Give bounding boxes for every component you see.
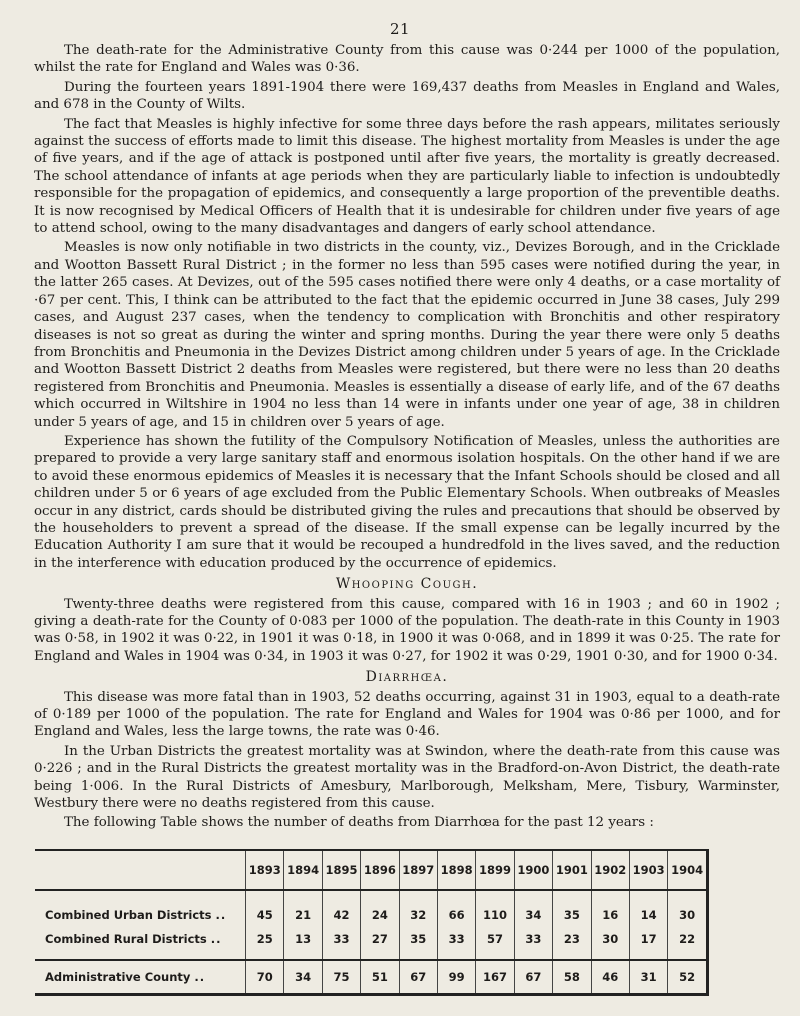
table-header-year: 1897 (399, 850, 437, 890)
paragraph: Measles is now only notifiable in two districts in the county, viz., Devizes Borough, and in the Cricklade and Wootton Bassett Rural District ; in the former no less than 595 cases were notified during the year, in the latter 265 cases. At Devizes, out of the 595 cases notified there were only 4 deaths, or a case mortality of ·67 per cent. This, I think can be attributed to the fact that the epidemic occurred in June 38 cases, July 299 cases, and August 237 cases, when the tendency to complication with Bronchitis and other respiratory diseases is not so great as during the winter and spring months. During the year there were only 5 deaths from Bronchitis and Pneumonia in the Devizes District among children under 5 years of age. In the Cricklade and Wootton Bassett District 2 deaths from Measles were registered, but there were no less than 20 deaths registered from Bronchitis and Pneumonia. Measles is essentially a disease of early life, and of the 67 deaths which occurred in Wiltshire in 1904 no less than 14 were in infants under one year of age, 38 in children under 5 years of age, and 15 in children over 5 years of age. (34, 240, 780, 430)
table-header-year: 1893 (246, 850, 284, 890)
paragraph: The death-rate for the Administrative County from this cause was 0·244 per 1000 of the population, whilst the rate for England and Wales was 0·36. (34, 43, 780, 76)
diarrhoea-deaths-table (35, 849, 709, 996)
section-heading-diarrhoea: Diarrhœa. (365, 669, 449, 686)
paragraph: In the Urban Districts the greatest mortality was at Swindon, where the death-rate from this cause was 0·226 ; and in the Rural Districts the greatest mortality was in the Bradford-on-Avon District, the death-rate being 1·006. In the Rural Districts of Amesbury, Marlborough, Melksham, Mere, Tisbury, Warminster, Westbury there were no deaths registered from this cause. (34, 743, 780, 812)
table-cell: 32 (399, 890, 437, 927)
table-row-urban (35, 890, 708, 927)
row-label-text: Combined Rural Districts (45, 932, 207, 946)
table-header-label (35, 850, 246, 890)
body-text (34, 42, 780, 834)
table-cell: 67 (514, 960, 552, 995)
table-header-year: 1902 (591, 850, 629, 890)
table-cell: 46 (591, 960, 629, 995)
table-cell: 51 (361, 960, 399, 995)
table-cell: 34 (514, 890, 552, 927)
paragraph: The fact that Measles is highly infective for some three days before the rash appears, militates seriously against the success of efforts made to limit this disease. The highest mortality from Measles is under the age of five years, and if the age of attack is postponed until after five years, the mortality is greatly decreased. The school attendance of infants at age periods when they are particularly liable to infection is undoubtedly responsible for the propagation of epidemics, and consequently a large proportion of the preventible deaths. It is now recognised by Medical Officers of Health that it is undesirable for children under five years of age to attend school, owing to the many disadvantages and dangers of early school attendance. (34, 116, 780, 237)
table-cell: 57 (476, 927, 514, 960)
table-header-row (35, 850, 708, 890)
paragraph: Twenty-three deaths were registered from this cause, compared with 16 in 1903 ; and 60 in 1902 ; giving a death-rate for the County of 0·083 per 1000 of the population. The death-rate in this County in 1903 was 0·58, in 1902 it was 0·22, in 1901 it was 0·18, in 1900 it was 0·068, and in 1899 it was 0·25. The rate for England and Wales in 1904 was 0·34, in 1903 it was 0·27, for 1902 it was 0·29, 1901 0·30, and for 1900 0·34. (34, 596, 780, 664)
table-cell: 66 (437, 890, 475, 927)
table-cell: 99 (437, 960, 475, 995)
table-cell: 17 (629, 927, 667, 960)
table-cell: 70 (246, 960, 284, 995)
table-cell: 33 (437, 927, 475, 960)
table-header-year: 1896 (361, 850, 399, 890)
table-cell: 45 (246, 890, 284, 927)
paragraph: During the fourteen years 1891-1904 there were 169,437 deaths from Measles in England and Wales, and 678 in the County of Wilts. (34, 79, 780, 113)
table-row-rural (35, 927, 708, 960)
table-header-year: 1899 (476, 850, 514, 890)
table-header-year: 1895 (322, 850, 360, 890)
table-cell: 110 (476, 890, 514, 927)
table-cell: 34 (284, 960, 322, 995)
table-header-year: 1898 (437, 850, 475, 890)
page-number: 21 (389, 20, 411, 38)
row-label-dots: .. (210, 932, 222, 946)
row-label-text: Combined Urban Districts (45, 908, 212, 922)
row-label-dots: .. (194, 970, 206, 984)
table-header-year: 1900 (514, 850, 552, 890)
table-cell: 67 (399, 960, 437, 995)
row-label (35, 890, 246, 927)
table-header-year: 1901 (553, 850, 591, 890)
table-cell: 42 (322, 890, 360, 927)
table-cell: 24 (361, 890, 399, 927)
table-row-administrative-county (35, 960, 708, 995)
table-cell: 30 (591, 927, 629, 960)
table-cell: 33 (322, 927, 360, 960)
table-cell: 167 (476, 960, 514, 995)
table-header-year: 1904 (668, 850, 708, 890)
table-cell: 25 (246, 927, 284, 960)
paragraph: The following Table shows the number of deaths from Diarrhœa for the past 12 years : (64, 815, 654, 831)
table-cell: 23 (553, 927, 591, 960)
table-cell: 31 (629, 960, 667, 995)
table-header-year: 1903 (629, 850, 667, 890)
table-cell: 16 (591, 890, 629, 927)
data-table (35, 849, 709, 996)
table-cell: 27 (361, 927, 399, 960)
row-label (35, 927, 246, 960)
table-cell: 75 (322, 960, 360, 995)
row-label (35, 960, 246, 995)
table-cell: 52 (668, 960, 708, 995)
table-cell: 33 (514, 927, 552, 960)
paragraph: Experience has shown the futility of the Compulsory Notification of Measles, unless the authorities are prepared to provide a very large sanitary staff and enormous isolation hospitals. On the other hand if we are to avoid these enormous epidemics of Measles it is necessary that the Infant Schools should be closed and all children under 5 or 6 years of age excluded from the Public Elementary Schools. When outbreaks of Measles occur in any district, cards should be distributed giving the rules and precautions that should be observed by the householders to prevent a spread of the disease. If the small expense can be legally incurred by the Education Authority I am sure that it would be recouped a hundredfold in the lives saved, and the reduction in the interference with education produced by the occurrence of epidemics. (34, 433, 780, 571)
table-cell: 58 (553, 960, 591, 995)
table-cell: 22 (668, 927, 708, 960)
table-header-year: 1894 (284, 850, 322, 890)
table-cell: 21 (284, 890, 322, 927)
row-label-dots: .. (215, 908, 227, 922)
table-cell: 14 (629, 890, 667, 927)
row-label-text: Administrative County (45, 970, 191, 984)
paragraph: This disease was more fatal than in 1903, 52 deaths occurring, against 31 in 1903, equal to a death-rate of 0·189 per 1000 of the population. The rate for England and Wales for 1904 was 0·86 per 1000, and for England and Wales, less the large towns, the rate was 0·46. (34, 689, 780, 740)
table-cell: 35 (553, 890, 591, 927)
section-heading-whooping-cough: Whooping Cough. (335, 576, 479, 593)
table-cell: 13 (284, 927, 322, 960)
table-cell: 35 (399, 927, 437, 960)
table-cell: 30 (668, 890, 708, 927)
